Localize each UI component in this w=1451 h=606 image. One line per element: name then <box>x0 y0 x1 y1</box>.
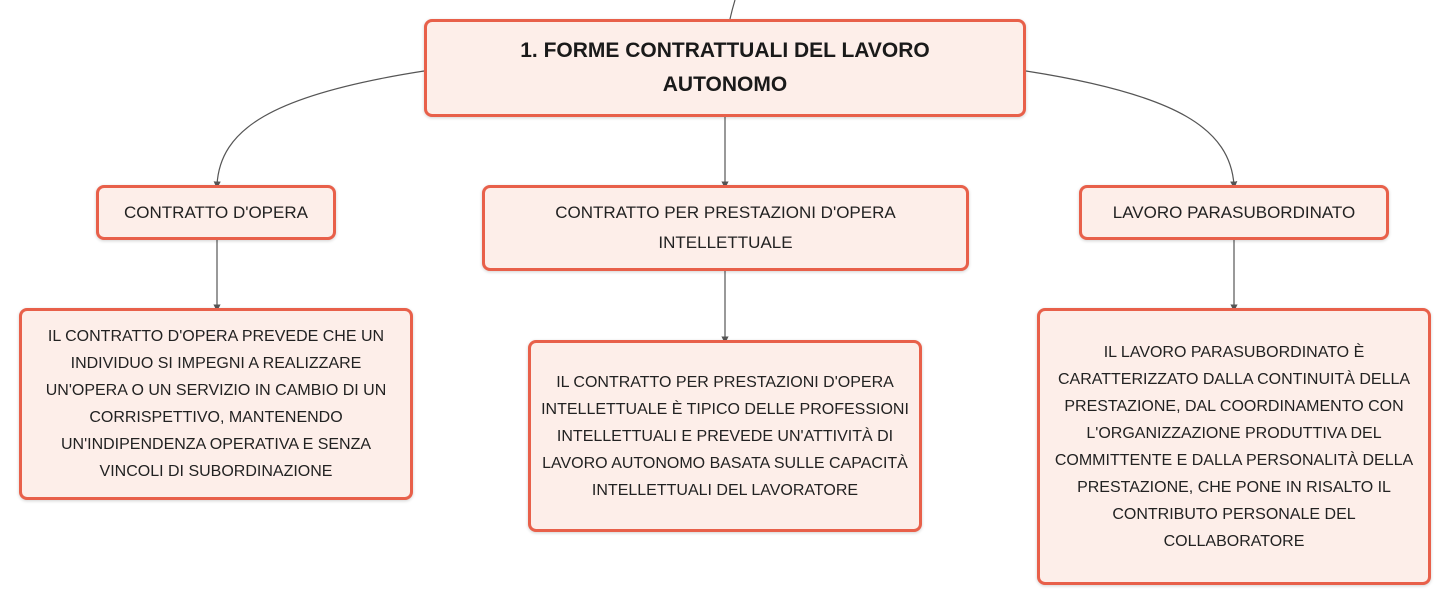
branch-topic-label: LAVORO PARASUBORDINATO <box>1112 202 1356 222</box>
detail-topic-text: IL CONTRATTO D'OPERA PREVEDE CHE UN INDIVIDUO SI IMPEGNI A REALIZZARE UN'OPERA O UN SERVIZIO IN CAMBIO DI UN CORRISPETTIVO, MANTENENDO UN'INDIPENDENZA OPERATIVA E SENZA VINCOLI DI SUBORDINAZIONE <box>45 328 387 480</box>
connector-root-to-branch-1 <box>217 71 424 185</box>
detail-topic-prestazioni-intellettuale[interactable] <box>528 340 922 532</box>
connector-root-to-branch-3 <box>1026 71 1234 185</box>
branch-topic-lavoro-parasubordinato[interactable] <box>1079 185 1389 240</box>
branch-topic-label: CONTRATTO D'OPERA <box>124 202 308 222</box>
branch-topic-contratto-opera[interactable] <box>96 185 336 240</box>
branch-topic-prestazioni-intellettuale[interactable] <box>482 185 969 271</box>
detail-topic-lavoro-parasubordinato[interactable] <box>1037 308 1431 585</box>
root-topic[interactable] <box>424 19 1026 117</box>
detail-topic-text: IL CONTRATTO PER PRESTAZIONI D'OPERA INTELLETTUALE È TIPICO DELLE PROFESSIONI INTELLETTUALI E PREVEDE UN'ATTIVITÀ DI LAVORO AUTONOMO BASATA SULLE CAPACITÀ INTELLETTUALI DEL LAVORATORE <box>541 373 909 499</box>
branch-topic-label: CONTRATTO PER PRESTAZIONI D'OPERA INTELLETTUALE <box>555 203 896 252</box>
connector-parent-to-root <box>730 0 735 19</box>
detail-topic-contratto-opera[interactable] <box>19 308 413 500</box>
detail-topic-text: IL LAVORO PARASUBORDINATO È CARATTERIZZATO DALLA CONTINUITÀ DELLA PRESTAZIONE, DAL COORDINAMENTO CON L'ORGANIZZAZIONE PRODUTTIVA DEL COMMITTENTE E DALLA PERSONALITÀ DELLA PRESTAZIONE, CHE PONE IN RISALTO IL CONTRIBUTO PERSONALE DEL COLLABORATORE <box>1054 343 1414 550</box>
root-topic-label: 1. FORME CONTRATTUALI DEL LAVORO AUTONOMO <box>520 39 930 96</box>
